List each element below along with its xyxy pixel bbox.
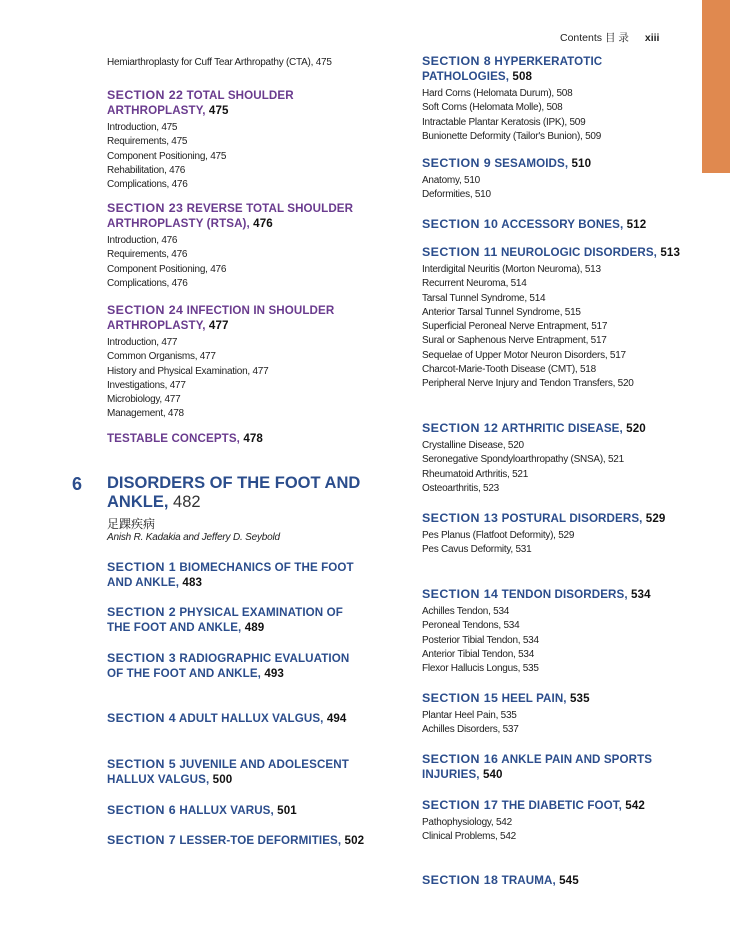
section-title: SESAMOIDS,	[494, 157, 569, 170]
section-heading[interactable]	[422, 245, 687, 260]
toc-entry[interactable]: Introduction, 477	[107, 337, 178, 348]
toc-section-block	[107, 651, 367, 681]
section-title: PHYSICAL EXAMINATION OF THE FOOT AND ANKLE,	[107, 606, 343, 634]
toc-entry[interactable]: Seronegative Spondyloarthropathy (SNSA), 521	[422, 454, 624, 466]
section-title: TESTABLE CONCEPTS,	[107, 432, 240, 445]
toc-section-block	[422, 587, 687, 676]
section-items	[107, 121, 367, 192]
section-heading[interactable]	[107, 605, 367, 635]
section-heading[interactable]	[422, 798, 687, 813]
section-title: INFECTION IN SHOULDER ARTHROPLASTY,	[107, 304, 335, 332]
section-page: 500	[212, 773, 233, 786]
section-heading[interactable]	[107, 560, 367, 590]
toc-entry[interactable]: Crystalline Disease, 520	[422, 440, 524, 451]
section-page: 529	[645, 512, 666, 525]
section-number: SECTION 10	[422, 217, 499, 231]
toc-entry[interactable]: Superficial Peroneal Nerve Entrapment, 517	[422, 321, 608, 333]
section-items	[422, 816, 687, 845]
toc-section-block	[107, 560, 367, 590]
section-page: 475	[208, 104, 229, 117]
section-page: 545	[559, 874, 579, 887]
chapter-title-text: DISORDERS OF THE FOOT AND ANKLE	[107, 474, 361, 511]
toc-section-block	[107, 605, 367, 635]
section-heading[interactable]	[422, 54, 687, 84]
section-title: NEUROLOGIC DISORDERS,	[500, 246, 658, 259]
toc-entry[interactable]: Sural or Saphenous Nerve Entrapment, 517	[422, 335, 607, 347]
section-page: 540	[482, 768, 503, 781]
section-items	[422, 529, 687, 558]
section-heading[interactable]	[107, 431, 367, 446]
toc-section-block	[107, 88, 367, 192]
chapter-page: 482	[173, 493, 201, 511]
chapter-number: 6	[72, 474, 83, 494]
section-title: LESSER-TOE DEFORMITIES,	[179, 834, 342, 847]
section-heading[interactable]	[422, 421, 687, 436]
toc-entry[interactable]: Complications, 476	[107, 179, 188, 191]
section-heading[interactable]	[422, 691, 687, 706]
toc-entry[interactable]: History and Physical Examination, 477	[107, 365, 269, 377]
toc-section-block	[422, 691, 687, 738]
toc-entry[interactable]: Peroneal Tendons, 534	[422, 620, 520, 632]
section-number: SECTION 14	[422, 587, 499, 601]
chapter-tab-marker	[702, 0, 730, 173]
section-page: 502	[344, 834, 365, 847]
section-title: ARTHRITIC DISEASE,	[501, 422, 623, 435]
toc-entry[interactable]: Pes Planus (Flatfoot Deformity), 529	[422, 530, 575, 541]
chapter-authors: Anish R. Kadakia and Jeffery D. Seybold	[107, 532, 280, 543]
section-title: HALLUX VARUS,	[179, 804, 274, 817]
section-page: 478	[243, 432, 263, 445]
section-page: 494	[326, 712, 347, 725]
section-number: SECTION 15	[422, 691, 499, 705]
toc-entry[interactable]: Peripheral Nerve Injury and Tendon Transfers, 520	[422, 378, 634, 390]
toc-entry[interactable]: Introduction, 475	[107, 122, 178, 133]
section-heading[interactable]	[107, 88, 367, 118]
toc-section-block	[107, 757, 367, 787]
toc-section-block	[422, 217, 687, 232]
toc-entry[interactable]: Achilles Disorders, 537	[422, 724, 519, 736]
section-items	[107, 336, 367, 422]
toc-entry[interactable]: Component Positioning, 475	[107, 150, 227, 162]
section-heading[interactable]	[107, 303, 367, 333]
section-number: SECTION 24	[107, 303, 184, 317]
section-title: TOTAL SHOULDER ARTHROPLASTY,	[107, 89, 294, 117]
section-page: 520	[626, 422, 646, 435]
section-items	[422, 174, 687, 203]
section-heading[interactable]	[107, 803, 367, 818]
section-title: THE DIABETIC FOOT,	[501, 799, 622, 812]
section-number: SECTION 17	[422, 798, 499, 812]
toc-entry[interactable]: Hard Corns (Helomata Durum), 508	[422, 88, 573, 99]
toc-entry[interactable]: Intractable Plantar Keratosis (IPK), 509	[422, 116, 586, 128]
toc-entry[interactable]: Bunionette Deformity (Tailor's Bunion), 509	[422, 130, 602, 142]
toc-entry[interactable]: Common Organisms, 477	[107, 351, 216, 363]
section-items	[422, 87, 687, 144]
section-heading[interactable]	[422, 752, 687, 782]
toc-section-block	[107, 56, 367, 70]
toc-entry[interactable]: Component Positioning, 476	[107, 263, 227, 275]
section-heading[interactable]	[107, 651, 367, 681]
section-heading[interactable]	[107, 833, 367, 848]
toc-entry[interactable]: Soft Corns (Helomata Molle), 508	[422, 102, 563, 114]
section-page: 489	[244, 621, 265, 634]
toc-entry[interactable]: Pathophysiology, 542	[422, 817, 512, 828]
chapter-heading	[107, 474, 367, 543]
section-page: 542	[625, 799, 645, 812]
section-title: ANKLE PAIN AND SPORTS INJURIES,	[422, 753, 653, 781]
section-items	[422, 709, 687, 738]
toc-section-block	[107, 303, 367, 422]
section-page: 534	[631, 588, 651, 601]
section-title: TENDON DISORDERS,	[501, 588, 628, 601]
section-number: SECTION 9	[422, 156, 492, 170]
toc-entry[interactable]: Charcot-Marie-Tooth Disease (CMT), 518	[422, 364, 596, 376]
toc-entry[interactable]: Sequelae of Upper Motor Neuron Disorders, 517	[422, 349, 626, 361]
toc-entry[interactable]: Flexor Hallucis Longus, 535	[422, 663, 539, 675]
chapter-chinese-title: 足踝疾病	[107, 517, 156, 531]
toc-entry[interactable]: Requirements, 475	[107, 136, 188, 148]
section-number: SECTION 13	[422, 511, 499, 525]
section-heading[interactable]	[422, 587, 687, 602]
section-heading[interactable]	[422, 156, 687, 171]
section-number: SECTION 11	[422, 245, 498, 259]
toc-entry[interactable]: Anatomy, 510	[422, 175, 480, 186]
toc-entry[interactable]: Osteoarthritis, 523	[422, 482, 499, 494]
toc-entry[interactable]: Anterior Tibial Tendon, 534	[422, 648, 535, 660]
toc-entry[interactable]: Clinical Problems, 542	[422, 831, 516, 843]
toc-entry[interactable]: Introduction, 476	[107, 235, 178, 246]
section-number: SECTION 3	[107, 651, 177, 665]
toc-entry[interactable]: Microbiology, 477	[107, 394, 181, 406]
toc-section-block	[107, 803, 367, 818]
toc-entry[interactable]: Rehabilitation, 476	[107, 164, 186, 176]
section-page: 512	[626, 218, 647, 231]
toc-entry[interactable]: Deformities, 510	[422, 189, 491, 201]
section-heading[interactable]	[107, 201, 367, 231]
section-page: 476	[253, 217, 273, 230]
section-number: SECTION 18	[422, 873, 499, 887]
toc-entry[interactable]: Recurrent Neuroma, 514	[422, 278, 527, 290]
section-heading[interactable]	[107, 711, 367, 726]
toc-section-block	[422, 156, 687, 203]
toc-entry[interactable]: Pes Cavus Deformity, 531	[422, 544, 532, 556]
section-items	[107, 234, 367, 291]
section-page: 535	[569, 692, 590, 705]
section-number: SECTION 2	[107, 605, 177, 619]
toc-section-block	[107, 711, 367, 726]
chapter-title[interactable]: DISORDERS OF THE FOOT AND ANKLE, 482	[107, 474, 361, 511]
section-page: 513	[660, 246, 680, 259]
section-title: HYPERKERATOTIC PATHOLOGIES,	[422, 55, 603, 83]
section-page: 501	[277, 804, 297, 817]
section-title: POSTURAL DISORDERS,	[501, 512, 643, 525]
toc-entry[interactable]: Posterior Tibial Tendon, 534	[422, 634, 539, 646]
section-page: 510	[571, 157, 592, 170]
section-heading[interactable]	[107, 757, 367, 787]
section-number: SECTION 23	[107, 201, 184, 215]
section-heading[interactable]	[422, 873, 687, 888]
section-title: RADIOGRAPHIC EVALUATION OF THE FOOT AND ANKLE,	[107, 652, 350, 680]
section-number: SECTION 5	[107, 757, 177, 771]
toc-entry[interactable]: Anterior Tarsal Tunnel Syndrome, 515	[422, 306, 581, 318]
section-title: ADULT HALLUX VALGUS,	[178, 712, 324, 725]
section-page: 508	[512, 70, 533, 83]
toc-entry[interactable]: Tarsal Tunnel Syndrome, 514	[422, 292, 546, 304]
toc-section-block	[107, 833, 367, 848]
section-title: REVERSE TOTAL SHOULDER ARTHROPLASTY (RTSA),	[107, 202, 354, 230]
section-number: SECTION 1	[107, 560, 177, 574]
section-title: ACCESSORY BONES,	[501, 218, 624, 231]
toc-section-block	[422, 54, 687, 144]
section-number: SECTION 8	[422, 54, 492, 68]
running-header	[560, 30, 659, 45]
toc-entry[interactable]: Hemiarthroplasty for Cuff Tear Arthropathy (CTA), 475	[107, 57, 332, 68]
toc-entry[interactable]: Investigations, 477	[107, 379, 186, 391]
section-page: 493	[264, 667, 284, 680]
toc-section-block	[422, 421, 687, 496]
section-number: SECTION 12	[422, 421, 499, 435]
section-items	[107, 56, 367, 70]
section-items	[422, 605, 687, 676]
toc-entry[interactable]: Plantar Heel Pain, 535	[422, 710, 517, 721]
section-number: SECTION 16	[422, 752, 499, 766]
toc-section-block	[422, 798, 687, 845]
toc-entry[interactable]: Complications, 476	[107, 277, 188, 289]
section-heading[interactable]	[422, 217, 687, 232]
toc-section-block	[107, 201, 367, 291]
section-number: SECTION 6	[107, 803, 177, 817]
section-title: JUVENILE AND ADOLESCENT HALLUX VALGUS,	[107, 758, 349, 786]
toc-entry[interactable]: Achilles Tendon, 534	[422, 606, 510, 617]
toc-entry[interactable]: Rheumatoid Arthritis, 521	[422, 468, 529, 480]
toc-entry[interactable]: Management, 478	[107, 408, 184, 420]
toc-entry[interactable]: Interdigital Neuritis (Morton Neuroma), 513	[422, 264, 601, 275]
page-number: xiii	[644, 32, 660, 44]
toc-section-block	[422, 752, 687, 782]
toc-section-block	[422, 511, 687, 558]
section-title: BIOMECHANICS OF THE FOOT AND ANKLE,	[107, 561, 354, 589]
section-items	[422, 263, 687, 392]
toc-section-block	[422, 245, 687, 392]
section-number: SECTION 4	[107, 711, 177, 725]
toc-section-block	[422, 873, 687, 888]
section-number: SECTION 7	[107, 833, 177, 847]
section-number: SECTION 22	[107, 88, 184, 102]
section-page: 477	[208, 319, 229, 332]
section-heading[interactable]	[422, 511, 687, 526]
section-page: 483	[182, 576, 203, 589]
section-items	[422, 439, 687, 496]
toc-section-block	[107, 431, 367, 446]
section-title: TRAUMA,	[501, 874, 556, 887]
running-header-title: Contents 目 录	[560, 32, 629, 44]
section-title: HEEL PAIN,	[501, 692, 567, 705]
toc-entry[interactable]: Requirements, 476	[107, 249, 188, 261]
